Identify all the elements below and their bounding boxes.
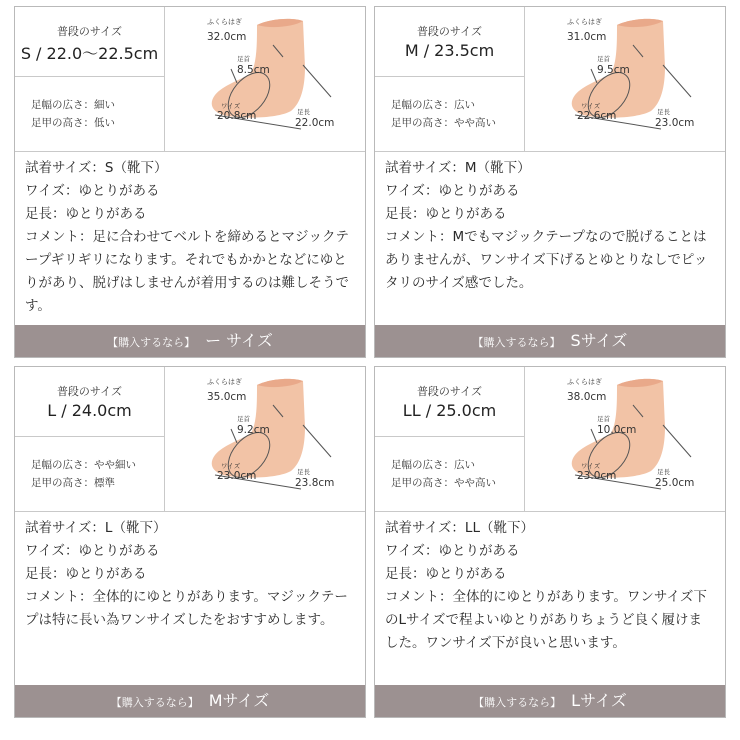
purchase-recommendation	[375, 685, 725, 717]
length-value: 22.0cm	[295, 117, 335, 129]
usual-size-label: 普段のサイズ	[56, 25, 123, 38]
foot-width-text: 足幅の広さ：やや細い	[31, 459, 136, 471]
length-fit-line: 足長：ゆとりがある	[385, 566, 507, 582]
usual-size-value: S / 22.0〜22.5cm	[20, 44, 159, 63]
usual-size-box	[375, 7, 525, 77]
ankle-label: 足首	[237, 415, 250, 423]
wise-fit-line: ワイズ：ゆとりがある	[385, 183, 520, 199]
length-line-2	[303, 425, 331, 457]
calf-value: 32.0cm	[207, 31, 247, 43]
trial-comment	[15, 511, 365, 685]
foot-illustration	[165, 367, 365, 511]
calf-label: ふくらはぎ	[567, 18, 602, 26]
length-line-2	[663, 425, 691, 457]
trial-size-line: 試着サイズ：L（靴下）	[25, 520, 167, 536]
trial-comment	[375, 511, 725, 685]
wise-label: ワイズ	[221, 102, 241, 110]
foot-illustration	[525, 367, 725, 511]
wise-fit-line: ワイズ：ゆとりがある	[25, 183, 160, 199]
recommended-size: Sサイズ	[570, 331, 628, 350]
length-fit-line: 足長：ゆとりがある	[385, 206, 507, 222]
wise-label: ワイズ	[581, 462, 601, 470]
usual-size-label: 普段のサイズ	[416, 385, 483, 398]
usual-size-value: L / 24.0cm	[47, 401, 132, 420]
ankle-label: 足首	[597, 415, 610, 423]
purchase-prefix: 【購入するなら】	[107, 336, 196, 349]
foot-shape-box	[375, 437, 525, 511]
ankle-value: 9.2cm	[237, 424, 270, 436]
size-card	[374, 6, 726, 358]
length-fit-line: 足長：ゆとりがある	[25, 566, 147, 582]
recommended-size: Mサイズ	[208, 691, 270, 710]
foot-illustration	[525, 7, 725, 151]
usual-size-label: 普段のサイズ	[416, 25, 483, 38]
comment-line: コメント：足に合わせてベルトを締めるとマジックテープギリギリになります。それでもかかとなどにゆとりがあり、脱げはしませんが着用するのは難しそうです。	[25, 229, 349, 314]
comment-line: コメント：Mでもマジックテープなので脱げることはありませんが、ワンサイズ下げるとゆとりなしでピッタリのサイズ感でした。	[385, 229, 708, 291]
trial-comment	[15, 151, 365, 325]
comment-line: コメント：全体的にゆとりがあります。マジックテープは特に長い為ワンサイズしたをおすすめします。	[25, 589, 348, 628]
trial-comment	[375, 151, 725, 325]
foot-width-text: 足幅の広さ：広い	[391, 459, 475, 471]
usual-size-label: 普段のサイズ	[56, 385, 123, 398]
length-label: 足長	[297, 468, 310, 476]
length-value: 25.0cm	[655, 477, 695, 489]
length-label: 足長	[657, 108, 670, 116]
usual-size-box	[375, 367, 525, 437]
size-card	[14, 366, 366, 718]
calf-value: 31.0cm	[567, 31, 607, 43]
calf-value: 35.0cm	[207, 391, 247, 403]
foot-measure-diagram	[165, 7, 365, 151]
wise-value: 22.6cm	[577, 110, 617, 122]
length-line-2	[303, 65, 331, 97]
purchase-prefix: 【購入するなら】	[110, 696, 199, 709]
trial-size-line: 試着サイズ：LL（靴下）	[385, 520, 534, 536]
wise-value: 23.0cm	[217, 470, 257, 482]
foot-measure-diagram	[525, 7, 725, 151]
length-value: 23.8cm	[295, 477, 335, 489]
length-label: 足長	[297, 108, 310, 116]
ankle-label: 足首	[597, 55, 610, 63]
length-label: 足長	[657, 468, 670, 476]
length-line-2	[663, 65, 691, 97]
purchase-recommendation	[15, 325, 365, 357]
usual-size-value: M / 23.5cm	[404, 41, 495, 60]
wise-fit-line: ワイズ：ゆとりがある	[25, 543, 160, 559]
ankle-value: 8.5cm	[237, 64, 270, 76]
ankle-value: 9.5cm	[597, 64, 630, 76]
foot-width-text: 足幅の広さ：細い	[31, 99, 115, 111]
purchase-prefix: 【購入するなら】	[473, 696, 562, 709]
comment-line: コメント：全体的にゆとりがあります。ワンサイズ下のLサイズで程よいゆとりがありちょうど良く履けました。ワンサイズ下が良いと思います。	[385, 589, 707, 651]
calf-label: ふくらはぎ	[207, 18, 242, 26]
foot-measure-diagram	[525, 367, 725, 511]
foot-illustration	[165, 7, 365, 151]
instep-height-text: 足甲の高さ：標準	[31, 477, 115, 489]
foot-shape-box	[15, 437, 165, 511]
calf-label: ふくらはぎ	[567, 378, 602, 386]
foot-measure-diagram	[165, 367, 365, 511]
ankle-label: 足首	[237, 55, 250, 63]
trial-size-line: 試着サイズ：M（靴下）	[385, 160, 531, 176]
recommended-size: Lサイズ	[571, 691, 627, 710]
instep-height-text: 足甲の高さ：低い	[31, 117, 115, 129]
foot-width-text: 足幅の広さ：広い	[391, 99, 475, 111]
wise-value: 20.8cm	[217, 110, 257, 122]
instep-height-text: 足甲の高さ：やや高い	[391, 117, 496, 129]
length-fit-line: 足長：ゆとりがある	[25, 206, 147, 222]
wise-fit-line: ワイズ：ゆとりがある	[385, 543, 520, 559]
length-value: 23.0cm	[655, 117, 695, 129]
recommended-size: ー サイズ	[205, 331, 273, 350]
calf-value: 38.0cm	[567, 391, 607, 403]
foot-shape-box	[375, 77, 525, 151]
usual-size-box	[15, 367, 165, 437]
wise-value: 23.0cm	[577, 470, 617, 482]
usual-size-box	[15, 7, 165, 77]
size-card	[374, 366, 726, 718]
purchase-prefix: 【購入するなら】	[472, 336, 561, 349]
calf-label: ふくらはぎ	[207, 378, 242, 386]
ankle-value: 10.0cm	[597, 424, 637, 436]
foot-shape-box	[15, 77, 165, 151]
instep-height-text: 足甲の高さ：やや高い	[391, 477, 496, 489]
purchase-recommendation	[375, 325, 725, 357]
wise-label: ワイズ	[221, 462, 241, 470]
usual-size-value: LL / 25.0cm	[402, 401, 497, 420]
trial-size-line: 試着サイズ：S（靴下）	[25, 160, 168, 176]
wise-label: ワイズ	[581, 102, 601, 110]
size-card	[14, 6, 366, 358]
purchase-recommendation	[15, 685, 365, 717]
